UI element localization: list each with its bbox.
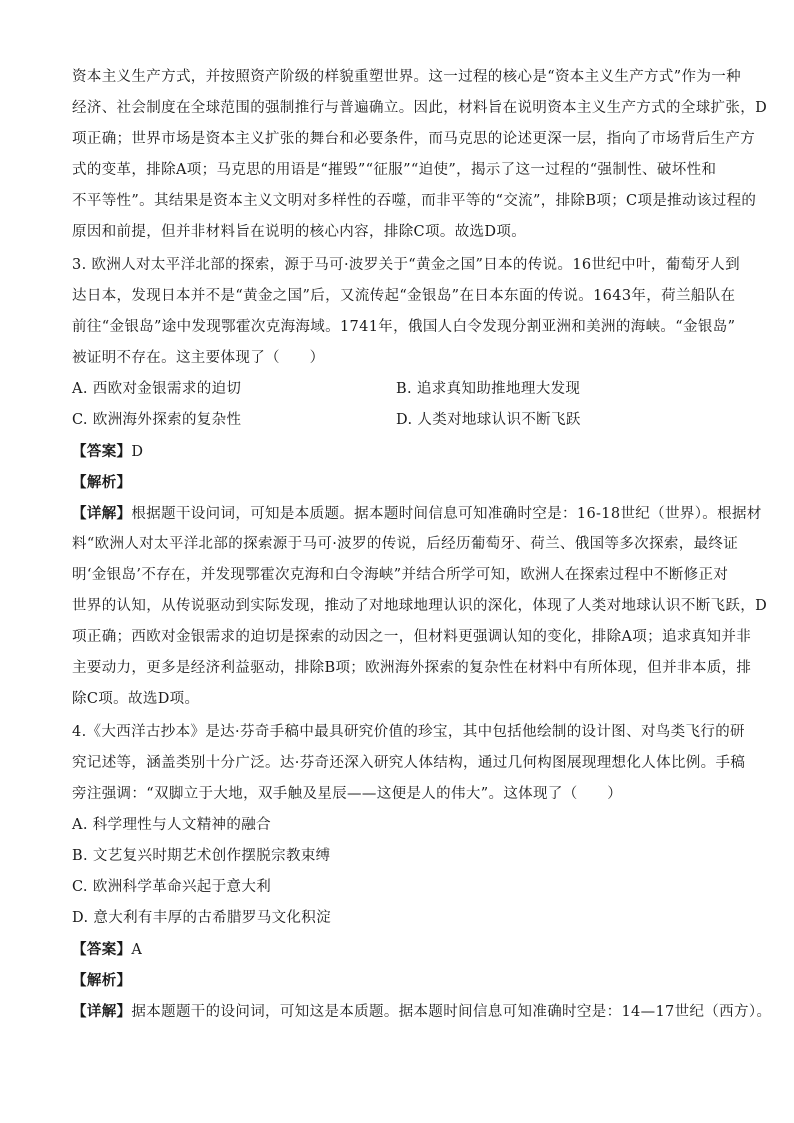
question-4-stem: 旁注强调：“双脚立于大地，双手触及星辰——这便是人的伟大”。这体现了（ ） [72, 786, 623, 802]
question-3-detail: 主要动力，更多是经济利益驱动，排除B项；欧洲海外探索的复杂性在材料中有所体现，但并非本质，排 [72, 660, 752, 676]
question-3-detail: 世界的认知，从传说驱动到实际发现，推动了对地球地理认识的深化，体现了人类对地球认识不断飞跃，D [72, 598, 768, 614]
question-4-answer [72, 934, 724, 965]
question-3-detail: 明‘金银岛’不存在，并发现鄂霍次克海和白令海峡”并结合所学可知，欧洲人在探索过程中不断修正对 [72, 567, 729, 583]
paragraph-line: 经济、社会制度在全球范围的强制推行与普遍确立。因此，材料旨在说明资本主义生产方式的全球扩张，D [72, 100, 768, 116]
question-4-analysis-tag: 【解析】 [72, 972, 132, 989]
detail-tag: 【详解】 [72, 1003, 132, 1020]
question-3-option-a: A. 西欧对金银需求的迫切 [72, 381, 242, 397]
paragraph-line: 不平等性”。其结果是资本主义文明对多样性的吞噬，而非平等的“交流”，排除B项；C项是推动该过程的 [72, 193, 757, 209]
question-4-option-c: C. 欧洲科学革命兴起于意大利 [72, 879, 272, 895]
detail-text: 据本题题干的设问词，可知这是本质题。据本题时间信息可知准确时空是：14—17世纪（西方）。 [131, 1004, 772, 1020]
answer-tag: 【答案】 [72, 941, 132, 958]
question-4-option-d: D. 意大利有丰厚的古希腊罗马文化积淀 [72, 910, 331, 926]
question-3-stem: 3. 欧洲人对太平洋北部的探索，源于马可·波罗关于“黄金之国”日本的传说。16世纪中叶，葡萄牙人到 [72, 257, 740, 273]
detail-text: 根据题干设问词，可知是本质题。据本题时间信息可知准确时空是：16-18世纪（世界）。根据材 [131, 506, 762, 522]
question-3-detail: 除C项。故选D项。 [72, 691, 200, 707]
detail-tag: 【详解】 [72, 505, 132, 522]
answer-value: D [131, 444, 144, 460]
paragraph-line: 资本主义生产方式，并按照资产阶级的样貌重塑世界。这一过程的核心是“资本主义生产方式”作为一种 [72, 69, 741, 85]
question-3-option-c: C. 欧洲海外探索的复杂性 [72, 412, 242, 428]
question-4-option-a: A. 科学理性与人文精神的融合 [72, 817, 271, 833]
paragraph-line: 式的变革，排除A项；马克思的用语是“摧毁”“征服”“迫使”，揭示了这一过程的“强制性、破坏性和 [72, 162, 717, 178]
question-3-stem: 达日本，发现日本并不是“黄金之国”后，又流传起“金银岛”在日本东面的传说。1643年，荷兰船队在 [72, 288, 736, 304]
question-3-option-d: D. 人类对地球认识不断飞跃 [396, 412, 581, 428]
question-3-detail [72, 498, 762, 529]
question-3-stem: 前往“金银岛”途中发现鄂霍次克海海域。1741年，俄国人白令发现分割亚洲和美洲的海峡。“金银岛” [72, 319, 736, 335]
paragraph-line: 项正确；世界市场是资本主义扩张的舞台和必要条件，而马克思的论述更深一层，指向了市场背后生产方 [72, 131, 756, 147]
paragraph-line: 原因和前提，但并非材料旨在说明的核心内容，排除C项。故选D项。 [72, 224, 527, 240]
question-4-stem: 究记述等，涵盖类别十分广泛。达·芬奇还深入研究人体结构，通过几何构图展现理想化人体比例。手稿 [72, 755, 746, 771]
question-3-analysis-tag: 【解析】 [72, 474, 132, 491]
answer-tag: 【答案】 [72, 443, 132, 460]
question-4-stem: 4.《大西洋古抄本》是达·芬奇手稿中最具研究价值的珍宝，其中包括他绘制的设计图、对鸟类飞行的研 [72, 724, 745, 740]
question-4-detail [72, 996, 772, 1027]
question-3-detail: 料“欧洲人对太平洋北部的探索源于马可·波罗的传说，后经历葡萄牙、荷兰、俄国等多次探索，最终证 [72, 536, 739, 552]
question-3-option-b: B. 追求真知助推地理大发现 [396, 381, 581, 397]
answer-value: A [131, 942, 143, 958]
question-4-option-b: B. 文艺复兴时期艺术创作摆脱宗教束缚 [72, 848, 331, 864]
question-3-stem: 被证明不存在。这主要体现了（ ） [72, 350, 325, 366]
question-3-detail: 项正确；西欧对金银需求的迫切是探索的动因之一，但材料更强调认知的变化，排除A项；追求真知并非 [72, 629, 752, 645]
question-3-answer [72, 436, 724, 467]
